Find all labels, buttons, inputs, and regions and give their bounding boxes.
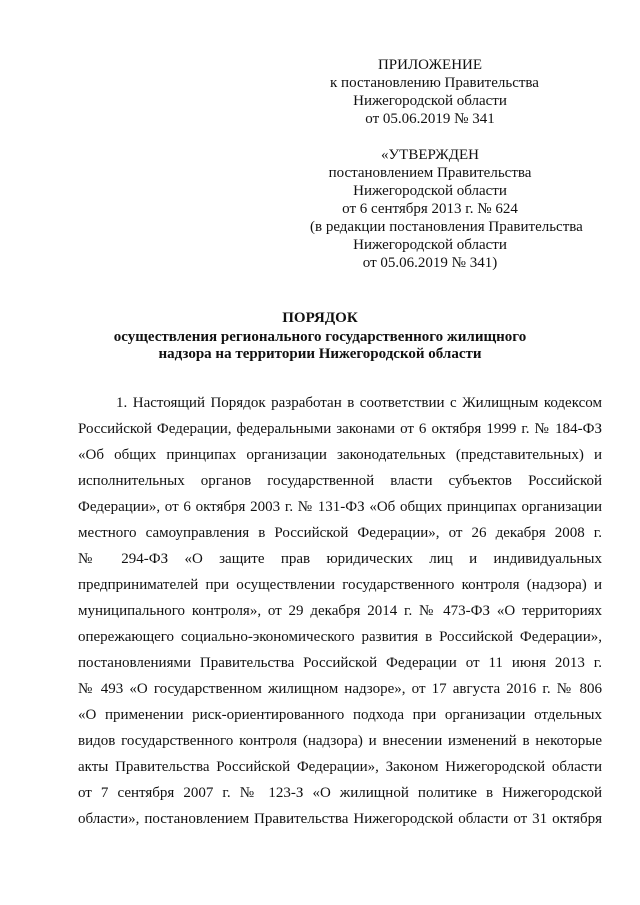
approved-line: (в редакции постановления Правительства [310, 219, 583, 235]
paragraph-line: «Об общих принципах организации законодательных (представительных) и [78, 447, 602, 463]
approved-line: от 6 сентября 2013 г. № 624 [342, 201, 518, 217]
paragraph-line: 1. Настоящий Порядок разработан в соответствии с Жилищным кодексом [116, 395, 602, 411]
approved-line: постановлением Правительства [328, 165, 532, 181]
appendix-header [330, 56, 539, 128]
document-title [60, 310, 580, 363]
title-heading: ПОРЯДОК [282, 310, 358, 326]
body-paragraph [78, 390, 602, 832]
paragraph-line: Федерации», от 6 октября 2003 г. № 131-ФЗ «Об общих принципах организации [78, 499, 602, 515]
appendix-line: к постановлению Правительства [330, 75, 539, 91]
paragraph-line: акты Правительства Российской Федерации», Законом Нижегородской области [78, 759, 602, 775]
appendix-line: от 05.06.2019 № 341 [365, 111, 495, 127]
approved-stamp-block [310, 146, 583, 272]
paragraph-line: муниципального контроля», от 29 декабря 2014 г. № 473-ФЗ «О территориях [78, 603, 602, 619]
paragraph-line: предпринимателей при осуществлении государственного контроля (надзора) и [78, 577, 602, 593]
approved-line: Нижегородской области [353, 237, 507, 253]
approved-line: «УТВЕРЖДЕН [381, 147, 479, 163]
paragraph-line: местного самоуправления в Российской Федерации», от 26 декабря 2008 г. [78, 525, 602, 541]
paragraph-line: исполнительных органов государственной власти субъектов Российской [78, 473, 602, 489]
paragraph-line: постановлениями Правительства Российской Федерации от 11 июня 2013 г. [78, 655, 602, 671]
approved-line: от 05.06.2019 № 341) [362, 255, 498, 271]
title-subtitle: осуществления регионального государственного жилищного [113, 329, 527, 345]
paragraph-line: от 7 сентября 2007 г. № 123-З «О жилищной политике в Нижегородской [78, 785, 602, 801]
paragraph-line: «О применении риск-ориентированного подхода при организации отдельных [78, 707, 602, 723]
paragraph-line: опережающего социально-экономического развития в Российской Федерации», [78, 629, 602, 645]
approved-line: Нижегородской области [353, 183, 507, 199]
paragraph-line: Российской Федерации, федеральными законами от 6 октября 1999 г. № 184-ФЗ [78, 421, 602, 437]
paragraph-line: области», постановлением Правительства Нижегородской области от 31 октября [78, 811, 602, 827]
paragraph-line: № 493 «О государственном жилищном надзоре», от 17 августа 2016 г. № 806 [78, 681, 602, 697]
paragraph-line: видов государственного контроля (надзора) и внесении изменений в некоторые [78, 733, 602, 749]
appendix-line: ПРИЛОЖЕНИЕ [377, 57, 483, 73]
title-subtitle: надзора на территории Нижегородской области [158, 346, 482, 362]
paragraph-line: № 294-ФЗ «О защите прав юридических лиц и индивидуальных [78, 551, 602, 567]
appendix-line: Нижегородской области [353, 93, 507, 109]
